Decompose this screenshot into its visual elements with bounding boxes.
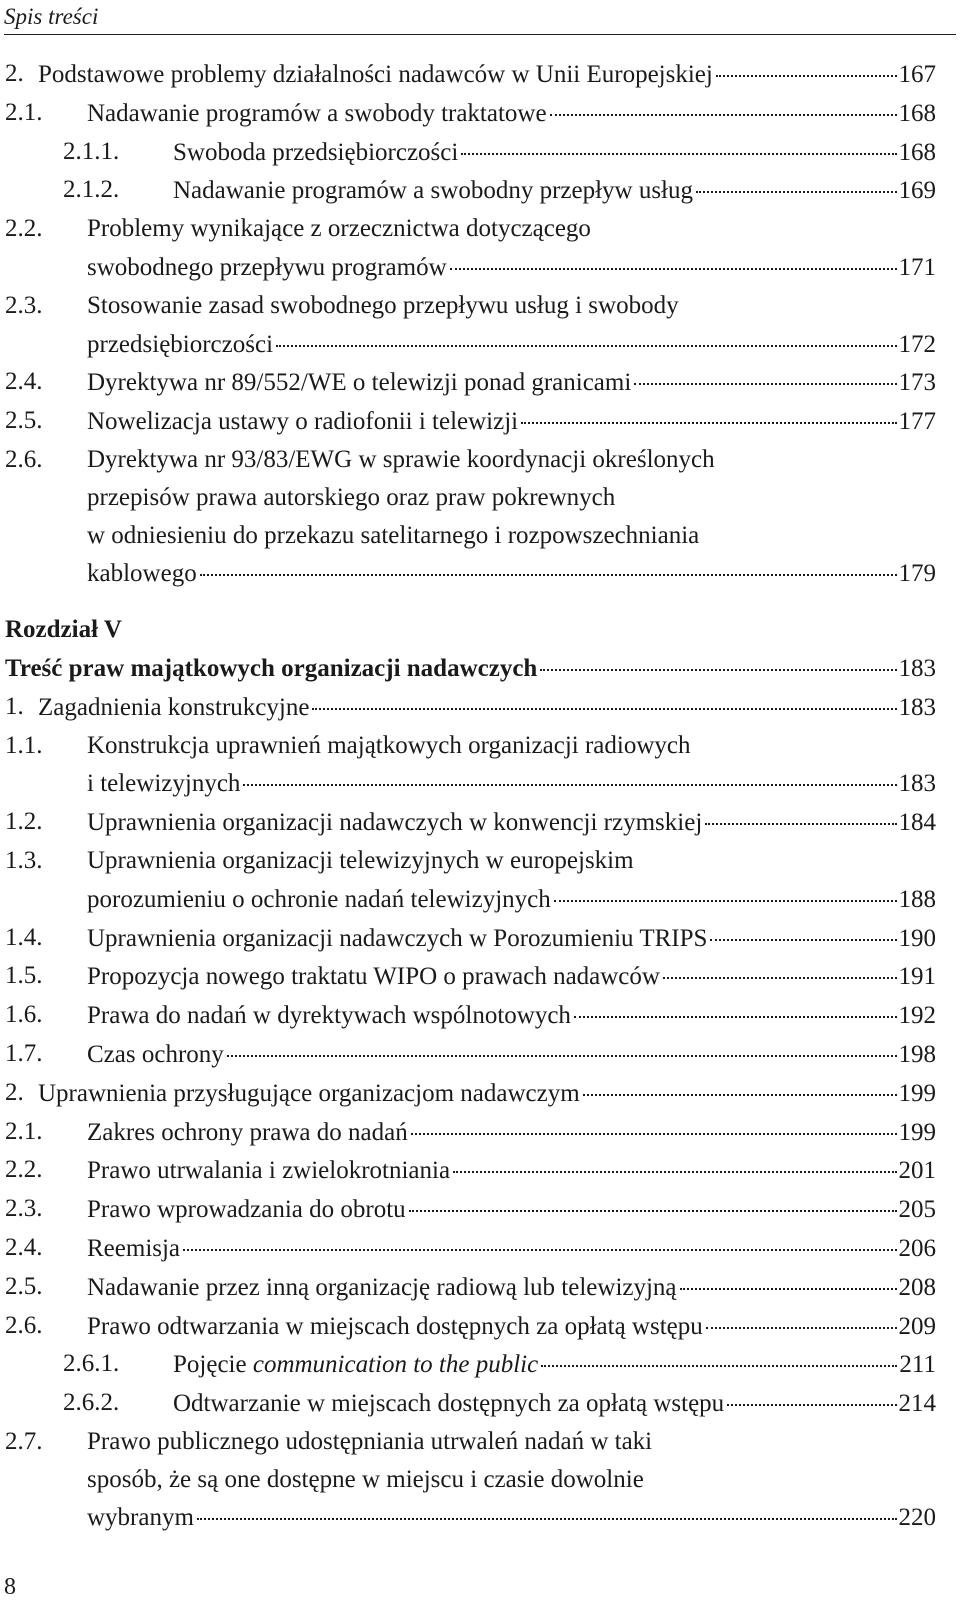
toc-page-number: 177: [898, 408, 936, 436]
toc-entry-number: 2.4.: [5, 368, 43, 396]
toc-page-number: 168: [898, 138, 936, 166]
toc-entry-text-part: Dyrektywa nr 93/83/EWG w sprawie koordynacji określonych: [87, 445, 715, 473]
toc-page-number: 171: [898, 253, 936, 281]
dot-leader: [710, 914, 896, 941]
dot-leader: [521, 397, 896, 424]
dot-leader: [680, 1263, 897, 1290]
toc-entry-text: [87, 479, 615, 517]
dot-leader: [550, 89, 897, 116]
toc-entry-line: [173, 1384, 936, 1423]
dot-leader: [705, 798, 896, 825]
toc-entry-text-part: wybranym: [87, 1504, 194, 1532]
toc-entry-body: [38, 688, 936, 727]
toc-entry-number: 2.6.: [5, 1311, 43, 1339]
toc-entry-body: [87, 842, 936, 919]
toc-page-number: 173: [898, 369, 936, 397]
header-title: Spis treści: [4, 4, 99, 29]
toc-page-number: 191: [898, 963, 936, 991]
toc-entry-text: [87, 441, 715, 479]
toc-entry-italic-term: communication to the public: [252, 1351, 539, 1379]
toc-page-number: 220: [898, 1504, 936, 1532]
toc-entry-text-part: Pojęcie: [173, 1351, 253, 1379]
dot-leader: [583, 1069, 897, 1096]
toc-entry-text-part: Nadawanie programów a swobodny przepływ usług: [173, 177, 694, 205]
toc-entry-line: [87, 441, 936, 479]
toc-entry-text: [87, 403, 518, 441]
toc-entry-body: [87, 287, 936, 364]
dot-leader: [540, 644, 896, 671]
toc-entry[interactable]: [5, 210, 936, 287]
toc-entry-text-part: Swoboda przedsiębiorczości: [173, 138, 459, 166]
dot-leader: [411, 1108, 897, 1135]
toc-entry-number: 2.: [5, 60, 24, 87]
toc-entry-number: 2.5.: [5, 1272, 43, 1300]
dot-leader: [227, 1030, 897, 1057]
toc-entry-number: 2.3.: [5, 1195, 43, 1223]
toc-page-number: 169: [898, 177, 936, 205]
toc-entry-text-part: i telewizyjnych: [87, 770, 241, 798]
toc-entry-body: [87, 803, 936, 842]
toc-entry-text-part: Odtwarzanie w miejscach dostępnych za opłatą wstępu: [173, 1390, 725, 1418]
dot-leader: [312, 683, 896, 710]
toc-entry[interactable]: [5, 803, 936, 842]
toc-page-number: 184: [898, 809, 936, 837]
toc-entry-text: [87, 842, 634, 880]
toc-entry-body: [87, 210, 936, 287]
toc-entry-text-part: Uprawnienia przysługujące organizacjom nadawczym: [38, 1079, 580, 1107]
dot-leader: [716, 50, 897, 77]
toc-entry-text-part: Prawa do nadań w dyrektywach wspólnotowych: [87, 1002, 571, 1030]
toc-entry-number: 1.3.: [5, 846, 43, 874]
toc-entry-number: 1.4.: [5, 923, 43, 951]
toc-entry-number: 2.1.: [5, 98, 43, 126]
toc-entry-line: [87, 803, 936, 842]
toc-entry-text: [87, 555, 197, 593]
toc-entry-text: [173, 172, 693, 210]
dot-leader: [276, 320, 896, 347]
toc-entry-text-part: Prawo publicznego udostępniania utrwaleń nadań w taki: [87, 1427, 653, 1455]
toc-entry-body: [87, 402, 936, 441]
toc-entry-text-part: w odniesieniu do przekazu satelitarnego i rozpowszechniania: [87, 521, 700, 549]
toc-entry-number: 2.7.: [5, 1427, 43, 1455]
toc-page-number: 199: [898, 1118, 936, 1146]
toc-entry-text: [173, 1346, 538, 1384]
toc-entry-number: 2.3.: [5, 291, 43, 319]
toc-page-number: 198: [898, 1040, 936, 1068]
toc-entry-text-part: Problemy wynikające z orzecznictwa dotyczącego: [87, 215, 591, 243]
toc-entry-number: 2.1.1.: [63, 137, 120, 165]
toc-entry[interactable]: [5, 842, 936, 919]
dot-leader: [409, 1185, 897, 1212]
toc-entry-text: [87, 1152, 450, 1190]
toc-entry-text: [173, 1385, 724, 1423]
toc-entry-text: [87, 1423, 652, 1461]
toc-entry-text-part: Uprawnienia organizacji nadawczych w konwencji rzymskiej: [87, 809, 703, 837]
toc-entry-line: [87, 479, 936, 517]
toc-entry-text-part: Nowelizacja ustawy o radiofonii i telewizji: [87, 408, 519, 436]
toc-entry-text-part: Dyrektywa nr 89/552/WE o telewizji ponad granicami: [87, 369, 632, 397]
toc-page-number: 188: [898, 885, 936, 913]
toc-entry-line: [38, 688, 936, 727]
toc-entry-text-part: Czas ochrony: [87, 1040, 224, 1068]
dot-leader: [541, 1340, 897, 1367]
toc-entry-text-part: Zagadnienia konstrukcyjne: [38, 693, 310, 721]
toc-entry-number: 1.6.: [5, 1001, 43, 1029]
toc-entry[interactable]: [5, 1423, 936, 1537]
toc-entry-text: [87, 1036, 224, 1074]
dot-leader: [243, 759, 896, 786]
toc-entry-text-part: sposób, że są one dostępne w miejscu i czasie dowolnie: [87, 1465, 644, 1493]
toc-page-number: 183: [898, 770, 936, 798]
toc-entry-line: [87, 248, 936, 287]
toc-entry-text: [87, 881, 551, 919]
toc-entry-text-part: Uprawnienia organizacji telewizyjnych w europejskim: [87, 846, 634, 874]
dot-leader: [453, 1146, 896, 1173]
toc-entry-text-part: przepisów prawa autorskiego oraz praw pokrewnych: [87, 483, 616, 511]
toc-entry-line: [87, 1423, 936, 1461]
toc-entry-text-part: Stosowanie zasad swobodnego przepływu usług i swobody: [87, 291, 679, 319]
toc-entry-text: [87, 920, 707, 958]
toc-page-number: 179: [898, 560, 936, 588]
toc-entry-text-part: Podstawowe problemy działalności nadawców w Unii Europejskiej: [38, 61, 713, 88]
toc-entry-text: [87, 1269, 677, 1307]
running-header: [4, 2, 956, 35]
toc-entry-number: 2.2.: [5, 215, 43, 243]
toc-entry-text-part: Prawo wprowadzania do obrotu: [87, 1196, 406, 1224]
toc-page-number: 208: [898, 1273, 936, 1301]
toc-page-number: 172: [898, 330, 936, 358]
toc-entry-number: 2.1.: [5, 1117, 43, 1145]
toc-entry-number: 2.1.2.: [63, 176, 120, 204]
toc-entry-number: 2.5.: [5, 407, 43, 435]
toc-entry-text-part: Prawo utrwalania i zwielokrotniania: [87, 1157, 451, 1185]
toc-entry[interactable]: [5, 441, 936, 593]
toc-entry-text-part: Propozycja nowego traktatu WIPO o prawach nadawców: [87, 963, 660, 991]
toc-entry-number: 2.6.: [5, 445, 43, 473]
toc-entry-number: 1.2.: [5, 808, 43, 836]
toc-entry-text: [87, 249, 447, 287]
toc-entry[interactable]: [5, 402, 936, 441]
toc-entry[interactable]: [5, 688, 936, 727]
toc-entry-number: 2.2.: [5, 1156, 43, 1184]
dot-leader: [727, 1379, 896, 1406]
toc-entry[interactable]: [63, 171, 936, 210]
toc-entry-body: [173, 1384, 936, 1423]
table-of-contents: [5, 55, 936, 1537]
dot-leader: [197, 1493, 897, 1520]
toc-entry-body: [173, 171, 936, 210]
dot-leader: [461, 128, 896, 155]
toc-entry-text: [87, 1114, 408, 1152]
folio-page-number: 8: [4, 1574, 16, 1600]
dot-leader: [450, 243, 897, 270]
chapter-label: Rozdział V: [5, 616, 122, 644]
dot-leader: [634, 358, 896, 385]
toc-entry[interactable]: [63, 1384, 936, 1423]
dot-leader: [200, 549, 897, 576]
dot-leader: [574, 991, 897, 1018]
toc-entry-text: [87, 1230, 180, 1268]
toc-page-number: 192: [898, 1002, 936, 1030]
toc-entry-text: [173, 134, 458, 172]
toc-entry-text: [38, 689, 309, 727]
toc-entry-text-part: swobodnego przepływu programów: [87, 253, 447, 281]
toc-page-number: 167: [898, 61, 936, 88]
toc-page-number: 206: [898, 1234, 936, 1262]
dot-leader: [663, 952, 897, 979]
toc-entry-text: [87, 765, 240, 803]
toc-entry-number: 1.1.: [5, 731, 43, 759]
toc-page-number: 183: [898, 693, 936, 721]
toc-entry-body: [87, 1423, 936, 1537]
toc-entry-text-part: Nadawanie przez inną organizację radiową lub telewizyjną: [87, 1273, 677, 1301]
toc-entry-text: [87, 1499, 194, 1537]
toc-entry-text-part: porozumieniu o ochronie nadań telewizyjnych: [87, 885, 551, 913]
dot-leader: [706, 1302, 897, 1329]
toc-page-number: 190: [898, 924, 936, 952]
toc-section-b: [5, 688, 936, 1538]
toc-entry-line: [87, 402, 936, 441]
toc-entry-text: [87, 804, 702, 842]
toc-entry-number: 1.7.: [5, 1039, 43, 1067]
toc-entry-text-part: Prawo odtwarzania w miejscach dostępnych za opłatą wstępu: [87, 1312, 703, 1340]
toc-entry-number: 2.6.2.: [63, 1389, 120, 1417]
toc-entry-text-part: Zakres ochrony prawa do nadań: [87, 1118, 408, 1146]
toc-section-a: [5, 55, 936, 593]
dot-leader: [696, 166, 896, 193]
toc-entry-text: [87, 326, 273, 364]
dot-leader: [554, 875, 897, 902]
toc-entry-line: [173, 171, 936, 210]
toc-entry-number: 1.5.: [5, 962, 43, 990]
chapter-title: Treść praw majątkowych organizacji nadawczych: [5, 654, 538, 682]
toc-entry-number: 1.: [5, 692, 24, 720]
toc-page-number: 183: [898, 654, 936, 682]
toc-entry-text-part: Uprawnienia organizacji nadawczych w Porozumieniu TRIPS: [87, 924, 708, 952]
toc-page-number: 211: [899, 1351, 936, 1379]
toc-entry[interactable]: [5, 287, 936, 364]
toc-entry-line: [87, 1498, 936, 1537]
toc-entry-text-part: Reemisja: [87, 1234, 181, 1262]
toc-entry-number: 2.: [5, 1078, 24, 1106]
toc-page-number: 214: [898, 1390, 936, 1418]
toc-page-number: 168: [898, 99, 936, 127]
toc-entry-text-part: Konstrukcja uprawnień majątkowych organizacji radiowych: [87, 731, 691, 759]
toc-page-number: 201: [898, 1157, 936, 1185]
dot-leader: [183, 1224, 896, 1251]
toc-entry-number: 2.4.: [5, 1233, 43, 1261]
toc-page-number: 199: [898, 1079, 936, 1107]
toc-entry-line: [87, 554, 936, 593]
toc-entry-number: 2.6.1.: [63, 1350, 120, 1378]
toc-entry-text-part: Nadawanie programów a swobody traktatowe: [87, 99, 547, 127]
toc-entry[interactable]: [5, 727, 936, 804]
toc-entry-text-part: przedsiębiorczości: [87, 330, 274, 358]
toc-entry-body: [87, 727, 936, 804]
toc-entry-text-part: kablowego: [87, 560, 197, 588]
toc-entry-body: [87, 441, 936, 593]
toc-page-number: 209: [898, 1312, 936, 1340]
toc-page-number: 205: [898, 1196, 936, 1224]
